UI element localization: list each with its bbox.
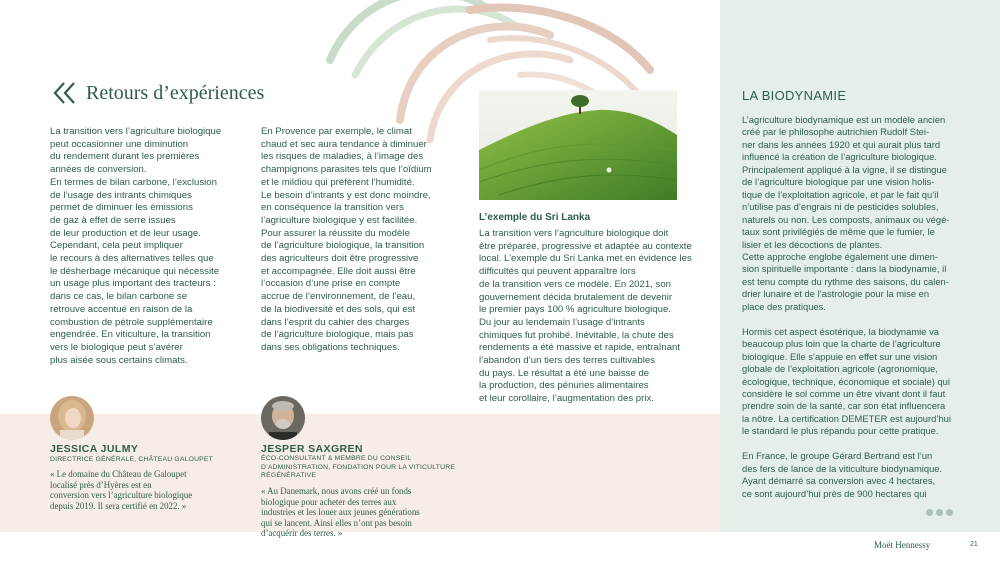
section-heading — [52, 80, 264, 106]
dot — [946, 509, 953, 516]
dot — [926, 509, 933, 516]
page-number: 21 — [970, 541, 978, 548]
footer-bar — [0, 532, 1000, 562]
double-chevron-left-icon — [52, 80, 78, 106]
case-study-text: La transition vers l’agriculture biologique doit être préparée, progressive et adaptée au contexte local. L’exemple du Sri Lanka met en évidence les difficultés qui peuvent apparaître lors de la transition vers ce modèle. En 2021, son gouvernement décida brutalement de devenir le premier pays 100 % agriculture biologique. Du jour au lendemain l’usage d’intrants chimiques fut prohibé. Inévitable, la chute des rendements a été massive et rapide, entraînant l’abandon d’un tiers des terres cultivables du pays. Le résultat a été une baisse de la production, des pénuries alimentaires et leur corollaire, l’augmentation des prix. — [479, 228, 692, 405]
section-title: Retours d’expériences — [86, 81, 265, 104]
testimonial-1-quote: « Le domaine du Château de Galoupet localisé près d’Hyères est en conversion vers l’agriculture biologique depuis 2019. Il sera certifié en 2022. » — [50, 469, 193, 511]
brand-logo-text: Moët Hennessy — [874, 540, 931, 550]
body-column-2: En Provence par exemple, le climat chaud et sec aura tendance à diminuer les risques de maladies, à l’image des champignons parasites tels que l’oïdium et le mildiou qui préfèrent l’humidité. Le besoin d’intrants y est donc moindre, en conséquence la transition vers l’agriculture biologique y est facilitée. Pour assurer la réussite du modèle de l’agriculture biologique, la transition des agriculteurs doit être progressive et accompagnée. Elle doit aussi être l’occasion d’une prise en compte accrue de l’environnement, de l’eau, de la biodiversité et des sols, qui est dans l’esprit du cahier des charges de l’agriculture biologique, mais pas dans ses obligations techniques. — [261, 126, 432, 353]
avatar-jessica-julmy — [50, 396, 94, 440]
case-study-title: L’exemple du Sri Lanka — [479, 212, 591, 223]
testimonial-2-quote: « Au Danemark, nous avons créé un fonds biologique pour acheter des terres aux industries et les louer aux jeunes générations qui se lancent. Ainsi elles n’ont pas besoin d’acquérir des terres. » — [261, 486, 420, 539]
body-column-1: La transition vers l’agriculture biologique peut occasionner une diminution du rendement durant les premières années de conversion. En termes de bilan carbone, l’exclusion de l’usage des intrants chimiques permet de diminuer les émissions de gaz à effet de serre issues de leur production et de leur usage. Cependant, cela peut impliquer le recours à des alternatives telles que le désherbage mécanique qui nécessite un usage plus important des tracteurs : dans ce cas, le bilan carbone se retrouve accentué en raison de la combustion de pétrole supplémentaire engendrée. En viticulture, la transition vers le biologique peut s’avérer plus aisée sous certains climats. — [50, 126, 222, 366]
sidebar-title: LA BIODYNAMIE — [742, 88, 847, 103]
testimonial-1-role: DIRECTRICE GÉNÉRALE, CHÂTEAU GALOUPET — [50, 456, 214, 463]
sidebar-text: L’agriculture biodynamique est un modèle ancien créé par le philosophe autrichien Rudolf Stei- ner dans les années 1920 et qui aurait plus tard influencé la création de l’agriculture biologique. Principalement appliqué à la vigne, il se distingue de l’agriculture biologique par une vision holis- tique de l’exploitation agricole, et par le fait qu’il n’utilise pas d’engrais ni de pesticides solubles, naturels ou non. Les composts, animaux ou végé- taux sont privilégiés de même que le fumier, le lisier et les décoctions de plantes. Cette approche englobe également une dimen- sion spirituelle importante : dans la biodynamie, il est tenu compte du rythme des saisons, du calen- drier lunaire et de l’astrologie pour la mise en place des pratiques. Hormis cet aspect ésotérique, la biodynamie va beaucoup plus loin que la charte de l’agriculture biologique. Elle s’appuie en effet sur une vision globale de l’exploitation agricole (agronomique, écologique, technique, économique et sociale) qui considère le sol comme un être vivant dont il faut prendre soin de la santé, car son état influencera la nôtre. La certification DEMETER est aujourd’hui le standard le plus répandu pour cette pratique. En France, le groupe Gérard Bertrand est l’un des fers de lance de la viticulture biodynamique. Ayant démarré sa conversion avec 4 hectares, ce sont aujourd’hui près de 900 hectares qui — [742, 114, 951, 499]
continuation-dots — [926, 509, 953, 516]
testimonial-2-name: JESPER SAXGREN — [261, 443, 363, 455]
avatar-jesper-saxgren — [261, 396, 305, 440]
testimonial-2-role: ÉCO-CONSULTANT & MEMBRE DU CONSEIL D’ADMINISTRATION, FONDATION POUR LA VITICULTURE RÉGÉNÉRATIVE — [261, 455, 456, 480]
tea-plantation-photo — [479, 90, 677, 200]
testimonial-1-name: JESSICA JULMY — [50, 443, 139, 455]
dot — [936, 509, 943, 516]
